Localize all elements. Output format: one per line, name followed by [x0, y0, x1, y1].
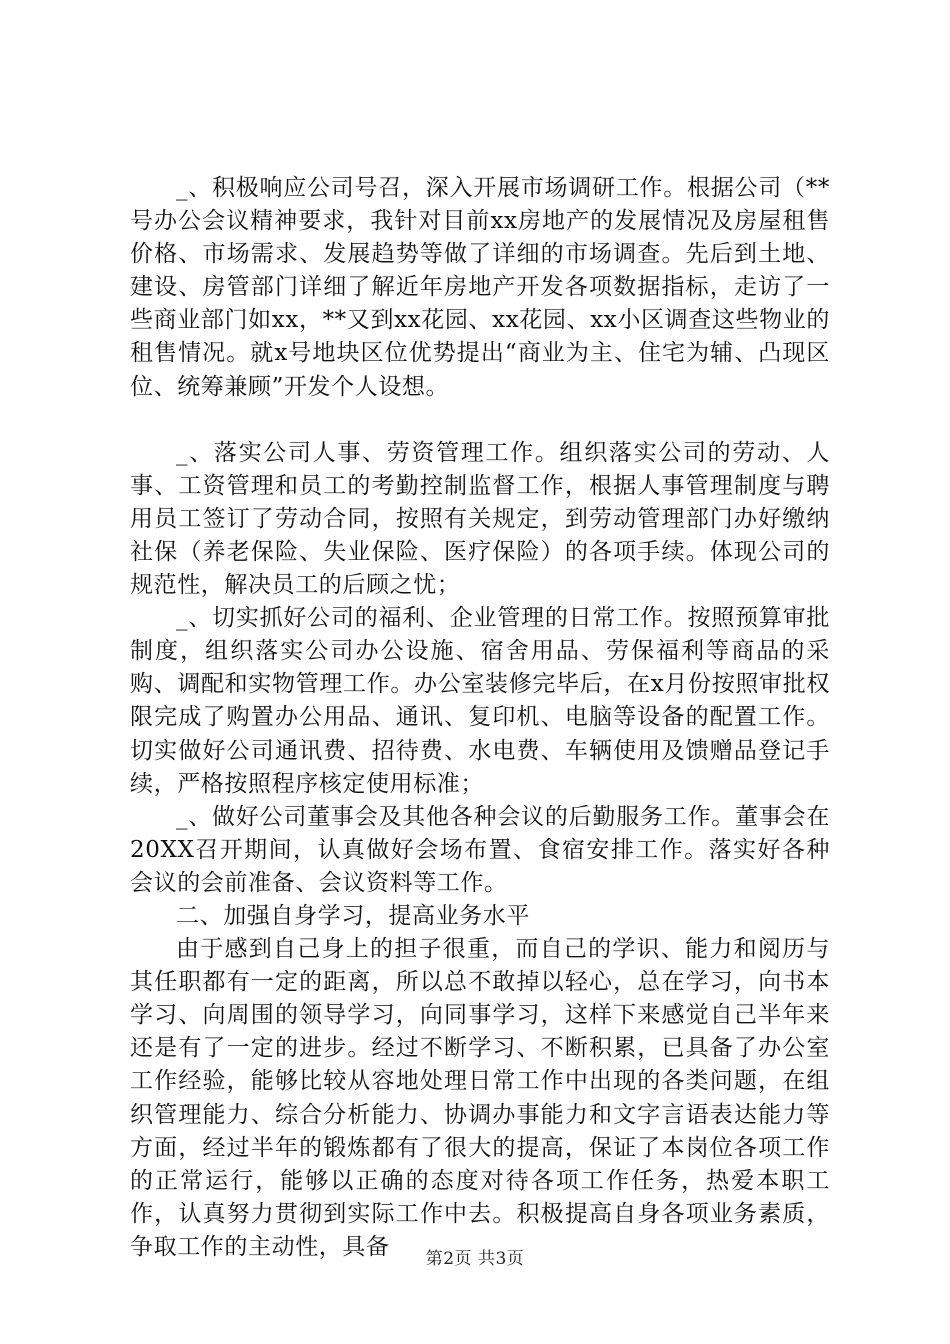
- paragraph-board-meeting-service: _、做好公司董事会及其他各种会议的后勤服务工作。董事会在20XX召开期间，认真做好会场布置、食宿安排工作。落实好各种会议的会前准备、会议资料等工作。: [130, 803, 830, 896]
- section-heading-self-study: 二、加强自身学习，提高业务水平: [176, 902, 530, 929]
- paragraph-self-study: 由于感到自己身上的担子很重，而自己的学识、能力和阅历与其任职都有一定的距离，所以总不敢掉以轻心，总在学习，向书本学习、向周围的领导学习，向同事学习，这样下来感觉自己半年来还是有了一定的进步。经过不断学习、不断积累，已具备了办公室工作经验，能够比较从容地处理日常工作中出现的各类问题，在组织管理能力、综合分析能力、协调办事能力和文字言语表达能力等方面，经过半年的锻炼都有了很大的提高，保证了本岗位各项工作的正常运行，能够以正确的态度对待各项工作任务，热爱本职工作，认真努力贯彻到实际工作中去。积极提高自身各项业务素质，争取工作的主动性，具备: [130, 936, 830, 1260]
- page-footer: 第2页 共3页: [425, 1249, 525, 1269]
- paragraph-personnel-management: _、落实公司人事、劳资管理工作。组织落实公司的劳动、人事、工资管理和员工的考勤控制监督工作，根据人事管理制度与聘用员工签订了劳动合同，按照有关规定，到劳动管理部门办好缴纳社保（养老保险、失业保险、医疗保险）的各项手续。体现公司的规范性，解决员工的后顾之忧；: [130, 439, 830, 599]
- paragraph-market-research: _、积极响应公司号召，深入开展市场调研工作。根据公司（**号办公会议精神要求，我针对目前xx房地产的发展情况及房屋租售价格、市场需求、发展趋势等做了详细的市场调查。先后到土地、建设、房管部门详细了解近年房地产开发各项数据指标，走访了一些商业部门如xx，**又到xx花园、xx花园、xx小区调查这些物业的租售情况。就x号地块区位优势提出“商业为主、住宅为辅、凸现区位、统筹兼顾”开发个人设想。: [130, 175, 830, 400]
- paragraph-welfare-management: _、切实抓好公司的福利、企业管理的日常工作。按照预算审批制度，组织落实公司办公设施、宿舍用品、劳保福利等商品的采购、调配和实物管理工作。办公室装修完毕后，在x月份按照审批权限完成了购置办公用品、通讯、复印机、电脑等设备的配置工作。切实做好公司通讯费、招待费、水电费、车辆使用及馈赠品登记手续，严格按照程序核定使用标准；: [130, 605, 830, 797]
- document-body: [130, 172, 830, 1264]
